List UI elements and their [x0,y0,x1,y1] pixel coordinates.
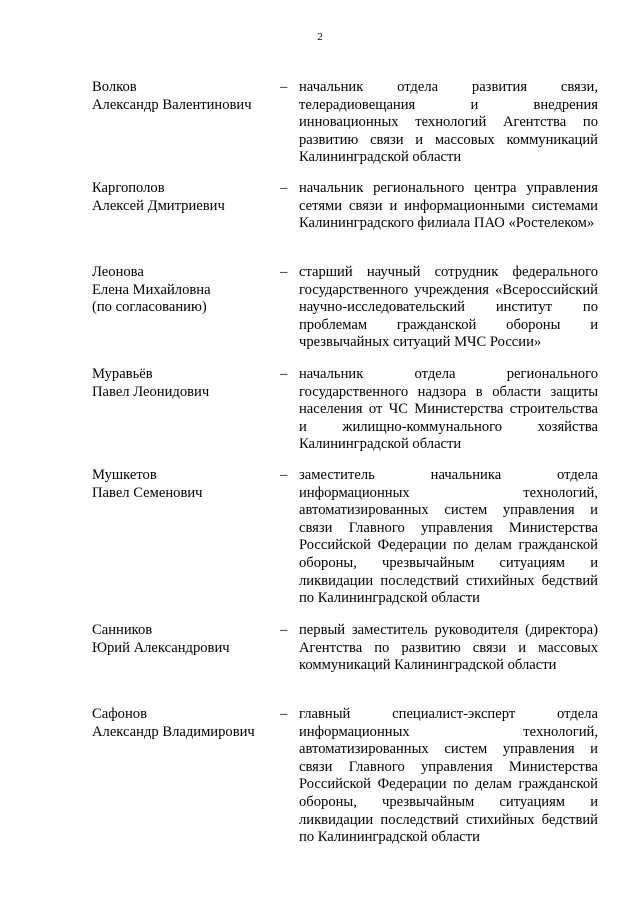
member-given-names: Елена Михайловна [92,281,211,298]
member-position: начальник регионального центра управления сетями связи и информационными системами Калининградского филиала ПАО «Ростелеком» [299,180,598,232]
dash-separator: – [280,622,288,638]
dash-separator: – [280,467,288,483]
member-given-names: Павел Семенович [92,484,203,501]
member-surname: Каргополов [92,180,165,196]
member-surname: Муравьёв [92,366,153,382]
member-position: главный специалист-эксперт отдела информационных технологий, автоматизированных систем управления и связи Главного управления Министерства Российской Федерации по делам гражданской обороны, чрезвычайным ситуациям и ликвидации последствий стихийных бедствий по Калининградской области [299,706,598,846]
member-position: начальник отдела регионального государственного надзора в области защиты населения от ЧС Министерства строительства и жилищно-коммунального хозяйства Калининградской области [299,366,598,453]
member-name [92,622,282,657]
member-position: старший научный сотрудник федерального государственного учреждения «Всероссийский научно-исследовательский институт по проблемам гражданской обороны и чрезвычайных ситуаций МЧС России» [299,264,598,351]
member-name [92,79,282,114]
member-position: начальник отдела развития связи, телерадиовещания и внедрения инновационных технологий Агентства по развитию связи и массовых коммуникаций Калининградской области [299,79,598,166]
dash-separator: – [280,79,288,95]
member-given-names: Алексей Дмитриевич [92,197,225,214]
member-given-names: Юрий Александрович [92,639,230,656]
dash-separator: – [280,180,288,196]
member-given-names: Александр Владимирович [92,723,255,740]
dash-separator: – [280,706,288,722]
member-name [92,180,282,215]
member-surname: Санников [92,622,153,638]
member-position: заместитель начальника отдела информационных технологий, автоматизированных систем управления и связи Главного управления Министерства Российской Федерации по делам гражданской обороны, чрезвычайным ситуациям и ликвидации последствий стихийных бедствий по Калининградской области [299,467,598,607]
dash-separator: – [280,366,288,382]
member-surname: Сафонов [92,706,147,722]
member-name [92,467,282,502]
dash-separator: – [280,264,288,280]
member-surname: Мушкетов [92,467,157,483]
member-position: первый заместитель руководителя (директора) Агентства по развитию связи и массовых коммуникаций Калининградской области [299,622,598,674]
member-name [92,366,282,401]
member-surname: Леонова [92,264,144,280]
member-name [92,264,282,317]
member-name [92,706,282,741]
member-given-names: Александр Валентинович [92,96,252,113]
member-surname: Волков [92,79,137,95]
member-note: (по согласованию) [92,299,207,316]
page-number: 2 [317,31,323,43]
member-given-names: Павел Леонидович [92,383,210,400]
